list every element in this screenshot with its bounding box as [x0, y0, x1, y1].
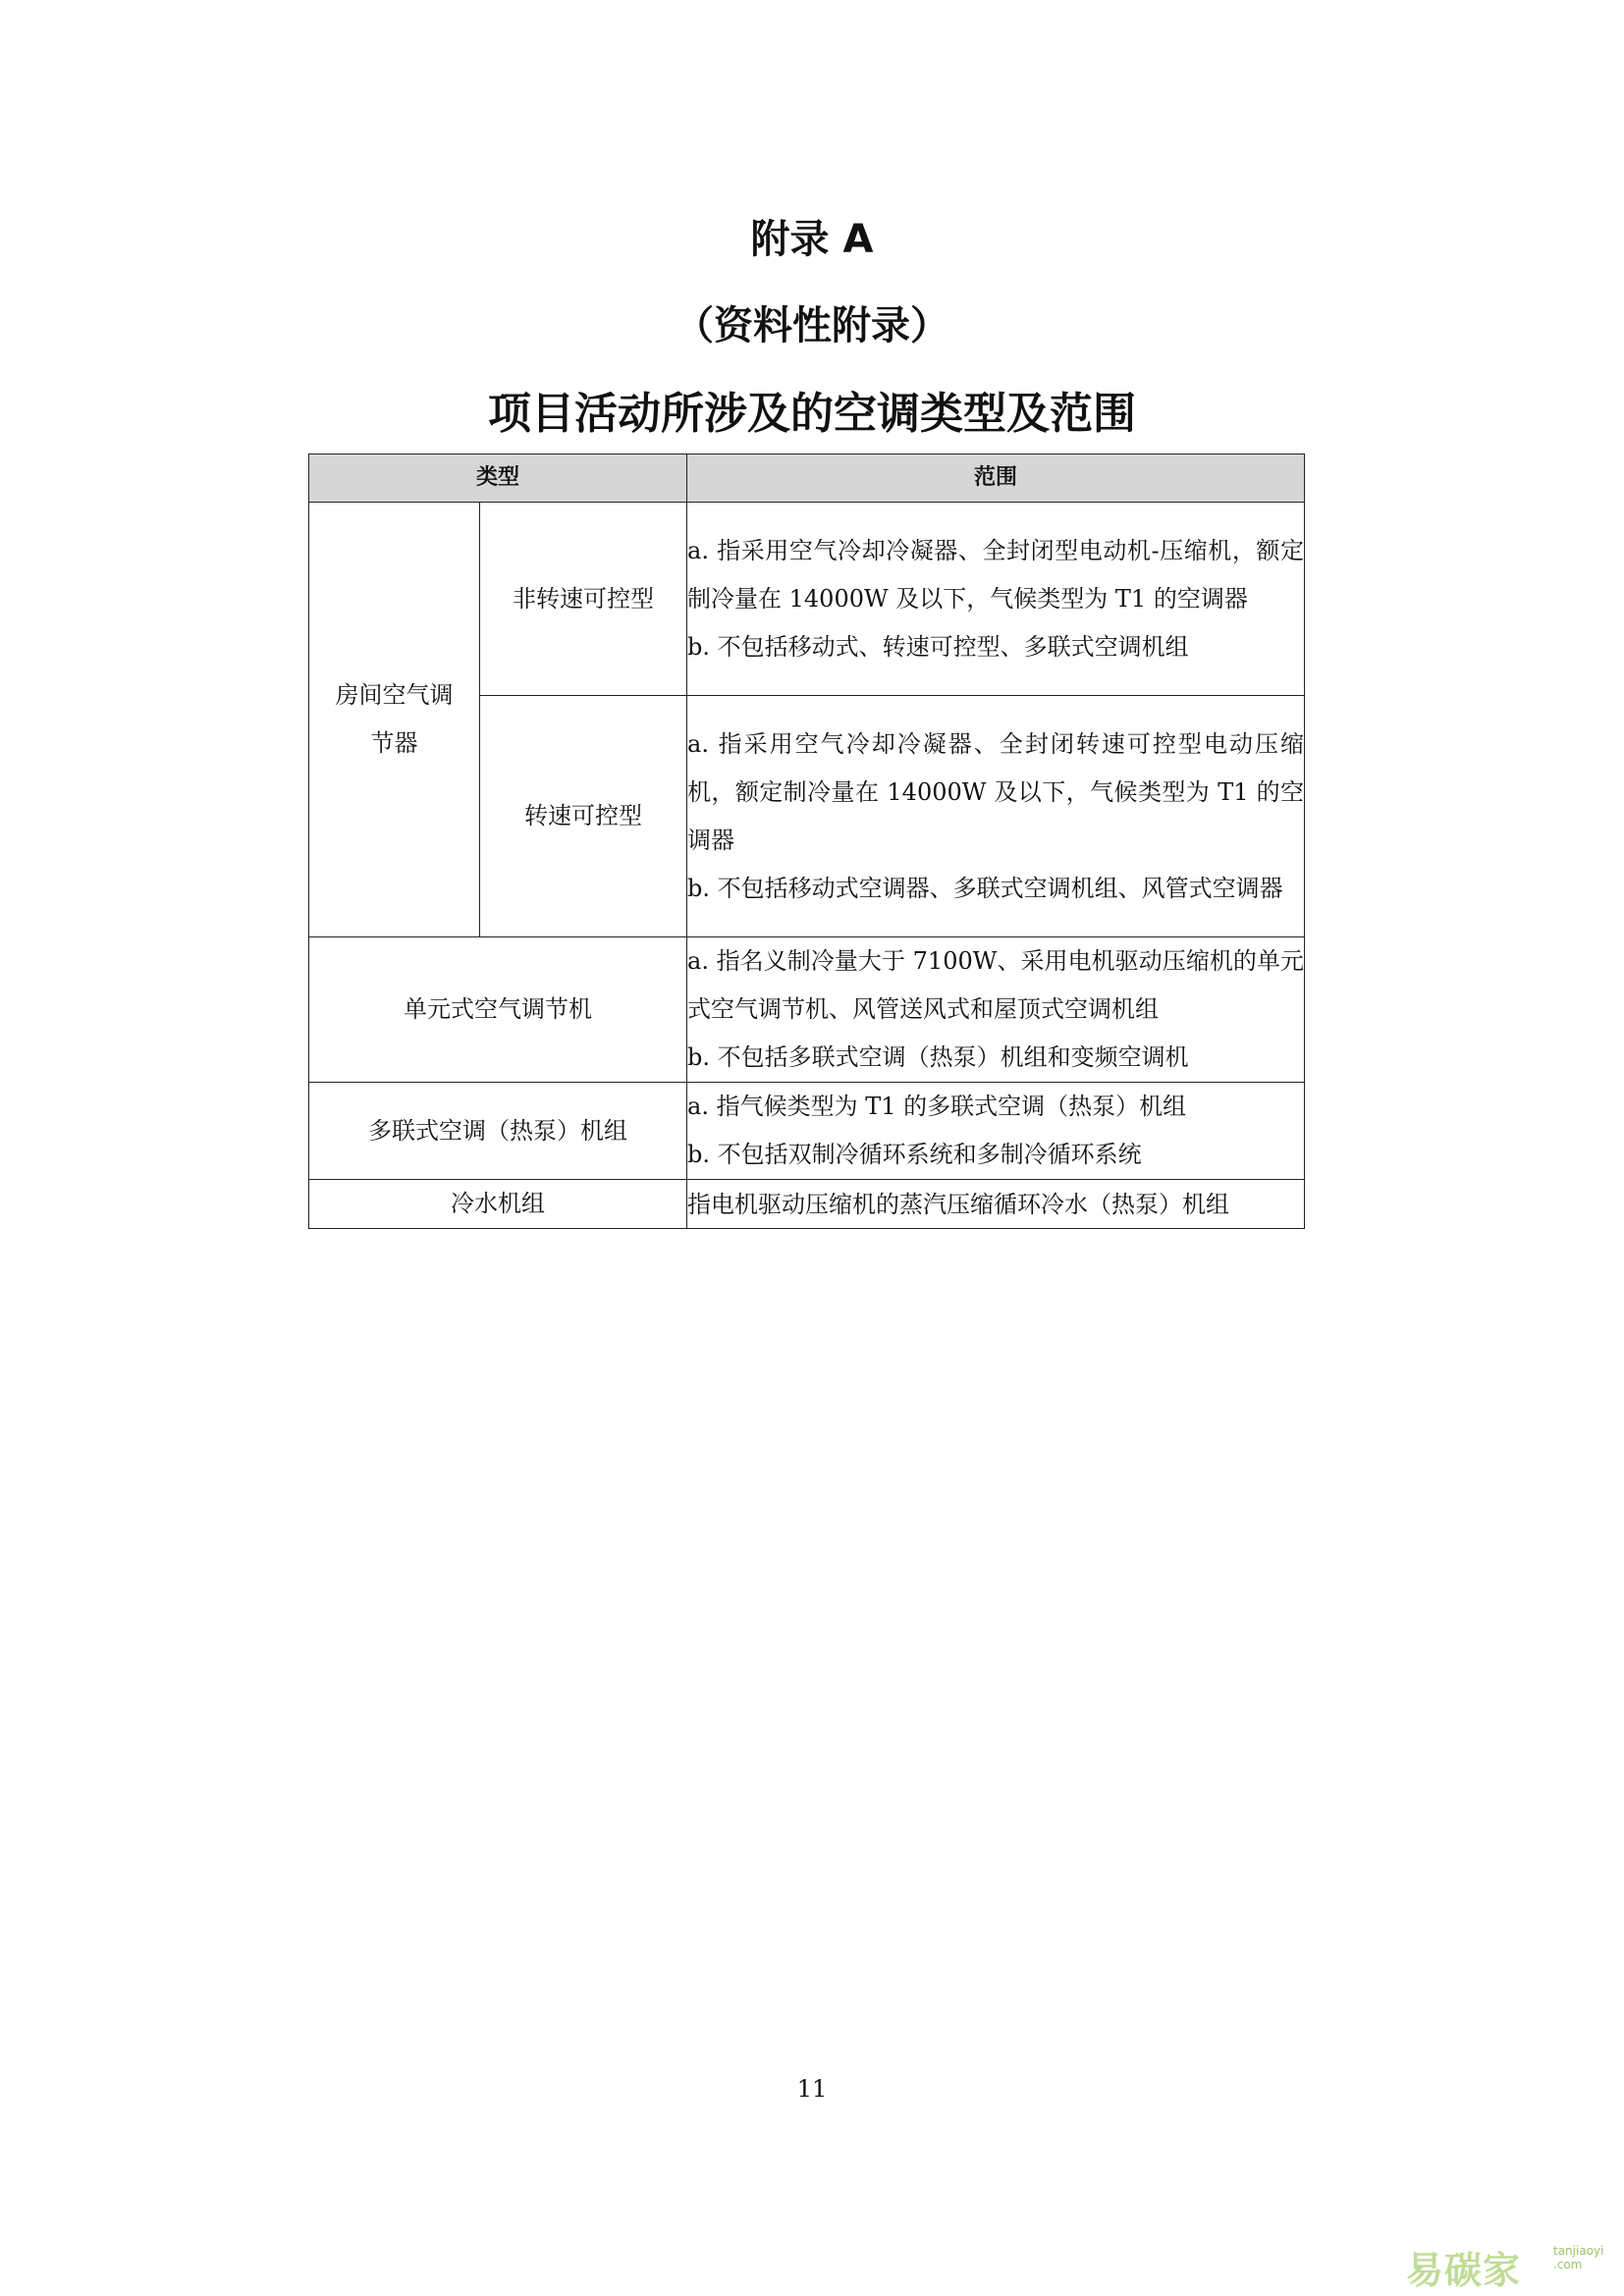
header-scope: 范围	[687, 454, 1305, 503]
table-title: 项目活动所涉及的空调类型及范围	[488, 389, 1136, 439]
variable-speed-scope-b: b. 不包括移动式空调器、多联式空调机组、风管式空调器	[687, 874, 1283, 902]
variable-speed-label: 转速可控型	[480, 696, 687, 937]
page-number: 11	[796, 2075, 828, 2103]
table-row	[309, 937, 1305, 1083]
unitary-ac-scope-a: a. 指名义制冷量大于 7100W、采用电机驱动压缩机的单元式空气调节机、风管送风式和屋顶式空调机组	[687, 947, 1305, 1023]
multi-split-scope	[687, 1083, 1305, 1180]
chiller-label: 冷水机组	[309, 1180, 687, 1229]
fixed-speed-scope-a: a. 指采用空气冷却冷凝器、全封闭型电动机-压缩机，额定制冷量在 14000W 及以下，气候类型为 T1 的空调器	[687, 536, 1305, 613]
watermark-brand: 易碳家	[1406, 2249, 1522, 2292]
fixed-speed-scope	[687, 503, 1305, 696]
fixed-speed-scope-b: b. 不包括移动式、转速可控型、多联式空调机组	[687, 632, 1189, 661]
room-ac-label: 房间空气调节器	[309, 503, 480, 937]
ac-types-table	[308, 454, 1305, 1229]
watermark-domain	[1553, 2244, 1604, 2271]
chiller-scope: 指电机驱动压缩机的蒸汽压缩循环冷水（热泵）机组	[687, 1180, 1305, 1229]
header-type: 类型	[309, 454, 687, 503]
unitary-ac-scope-b: b. 不包括多联式空调（热泵）机组和变频空调机	[687, 1043, 1189, 1071]
table-row	[309, 1083, 1305, 1180]
fixed-speed-label: 非转速可控型	[480, 503, 687, 696]
informative-label: （资料性附录）	[675, 303, 949, 348]
table-header-row	[309, 454, 1305, 503]
unitary-ac-label: 单元式空气调节机	[309, 937, 687, 1083]
watermark-domain-line1: tanjiaoyi	[1553, 2244, 1604, 2258]
multi-split-label: 多联式空调（热泵）机组	[309, 1083, 687, 1180]
table-row	[309, 1180, 1305, 1229]
multi-split-scope-a: a. 指气候类型为 T1 的多联式空调（热泵）机组	[687, 1093, 1187, 1120]
watermark-domain-line2: .com	[1553, 2258, 1583, 2271]
multi-split-scope-b: b. 不包括双制冷循环系统和多制冷循环系统	[687, 1141, 1142, 1168]
appendix-title: 附录 A	[750, 217, 874, 262]
variable-speed-scope-a: a. 指采用空气冷却冷凝器、全封闭转速可控型电动压缩机，额定制冷量在 14000W 及以下，气候类型为 T1 的空调器	[687, 729, 1305, 854]
variable-speed-scope	[687, 696, 1305, 937]
watermark-logo	[1406, 2240, 1604, 2292]
table-row	[309, 503, 1305, 696]
unitary-ac-scope	[687, 937, 1305, 1083]
